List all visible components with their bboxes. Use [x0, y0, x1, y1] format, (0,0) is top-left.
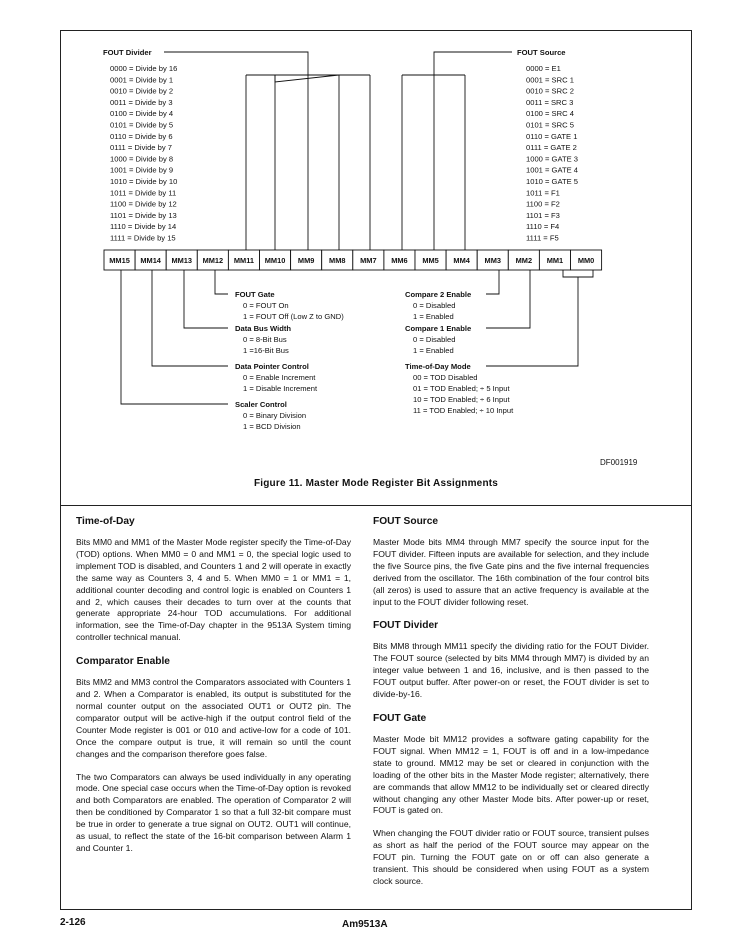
bit-label: MM2: [515, 256, 533, 265]
tod-mode-title: Time-of-Day Mode: [405, 362, 471, 371]
bit-label: MM3: [484, 256, 501, 265]
fout-divider-row: 0110 = Divide by 6: [110, 131, 173, 141]
fout-divider-row: 0001 = Divide by 1: [110, 75, 174, 85]
fout-divider-row: 1110 = Divide by 14: [110, 222, 177, 232]
left-column: [76, 515, 351, 866]
data-bus-width-opt-0: 0 = 8-Bit Bus: [243, 335, 287, 344]
fout-source-row: 0111 = GATE 2: [526, 143, 577, 153]
paragraph-fout-divider: Bits MM8 through MM11 specify the dividing ratio for the FOUT Divider. The FOUT source (selected by bits MM4 through MM7) is divided by an integer value between 1 and 16, inclusive, and is then passed to the FOUT output buffer. After power-on or reset, the FOUT divider is set to divide-by-16.: [373, 641, 649, 700]
fout-source-row: 0010 = SRC 2: [526, 86, 574, 96]
compare1-opt-1: 1 = Enabled: [413, 346, 454, 355]
data-bus-width-opt-1: 1 =16-Bit Bus: [243, 346, 289, 355]
paragraph-fout-gate-1: Master Mode bit MM12 provides a software gating capability for the FOUT signal. When MM12 = 1, FOUT is off and in a low-impedance state to ground. MM12 may be set or cleared in conjunction with the loading of the other bits in the Master Mode register; alternatively, there are commands that allow MM12 to be individually set or cleared directly without changing any other Master Mode bits. After power-up or reset, FOUT is gated on.: [373, 733, 649, 816]
fout-divider-row: 0000 = Divide by 16: [110, 64, 178, 73]
master-mode-register-diagram: [60, 30, 692, 480]
bit-label: MM0: [577, 256, 595, 265]
data-pointer-control-opt-0: 0 = Enable Increment: [243, 373, 316, 382]
fout-gate-opt-1: 1 = FOUT Off (Low Z to GND): [243, 312, 344, 321]
bit-label: MM14: [140, 256, 161, 265]
fout-divider-row: 1101 = Divide by 13: [110, 210, 177, 220]
compare1-title: Compare 1 Enable: [405, 324, 472, 333]
right-column: [373, 515, 649, 899]
heading-fout-gate: FOUT Gate: [373, 712, 427, 724]
scaler-control-opt-1: 1 = BCD Division: [243, 422, 301, 431]
data-pointer-control-title: Data Pointer Control: [235, 362, 309, 371]
compare2-opt-1: 1 = Enabled: [413, 312, 454, 321]
fout-source-row: 1001 = GATE 4: [526, 165, 578, 175]
fout-source-row: 1011 = F1: [526, 188, 560, 198]
data-bus-width-title: Data Bus Width: [235, 324, 292, 333]
scaler-control-title: Scaler Control: [235, 400, 287, 409]
fout-divider-row: 0010 = Divide by 2: [110, 86, 174, 96]
compare2-title: Compare 2 Enable: [405, 290, 472, 299]
heading-time-of-day: Time-of-Day: [76, 516, 135, 527]
bit-label: MM13: [171, 256, 193, 265]
compare2-opt-0: 0 = Disabled: [413, 301, 456, 310]
fout-divider-row: 1111 = Divide by 15: [110, 233, 176, 243]
bit-label: MM15: [109, 256, 130, 265]
fout-source-table: [526, 64, 578, 243]
fout-divider-row: 1001 = Divide by 9: [110, 165, 174, 175]
bit-label: MM12: [202, 256, 224, 265]
figure-id: DF001919: [600, 458, 638, 467]
fout-source-row: 1111 = F5: [526, 233, 559, 243]
fout-divider-table: [110, 64, 177, 243]
fout-divider-row: 1000 = Divide by 8: [110, 154, 174, 164]
fout-divider-row: 1010 = Divide by 10: [110, 177, 178, 186]
part-number: Am9513A: [342, 919, 388, 930]
bit-label: MM9: [297, 256, 315, 265]
paragraph-comparator-2: The two Comparators can always be used individually in any operating mode. One special case occurs when the Time-of-Day option is revoked and both Comparators are enabled. The operation of Comparator 2 will then be conditioned by Comparator 1 so that a full 32-bit compare must be true in order to generate a true signal on OUT2. OUT1 will continue, as usual, to reflect the state of the 16-bit comparison between Alarm 1 and Counter 1.: [76, 771, 351, 853]
fout-source-row: 0001 = SRC 1: [526, 75, 574, 85]
top-connector-lines: [164, 52, 512, 250]
tod-mode-opt-0: 00 = TOD Disabled: [413, 373, 478, 382]
heading-comparator-enable: Comparator Enable: [76, 656, 170, 668]
fout-source-row: 0100 = SRC 4: [526, 109, 574, 119]
section-divider: [60, 505, 692, 506]
fout-source-title: FOUT Source: [517, 48, 566, 57]
fout-divider-row: 1011 = Divide by 11: [110, 188, 177, 198]
fout-source-row: 1000 = GATE 3: [526, 154, 578, 164]
fout-gate-title: FOUT Gate: [235, 290, 275, 299]
fout-source-row: 0101 = SRC 5: [526, 120, 574, 130]
figure-caption: Figure 11. Master Mode Register Bit Assignments: [253, 478, 499, 489]
paragraph-comparator-1: Bits MM2 and MM3 control the Comparators associated with Counters 1 and 2. When a Comparator is enabled, its output is substituted for the normal counter output on the associated OUT1 or OUT2 pin. The comparator output will be active-high if the output control field of the Counter Mode register is 001 or 010 and active-low for a code of 101. Once the compare output is true, it will remain so until the count changes and the comparison therefore goes false.: [76, 677, 351, 759]
fout-source-row: 1010 = GATE 5: [526, 177, 578, 186]
fout-divider-row: 0111 = Divide by 7: [110, 143, 172, 153]
fout-divider-row: 0101 = Divide by 5: [110, 120, 174, 130]
fout-divider-row: 1100 = Divide by 12: [110, 199, 177, 209]
bit-label: MM7: [360, 256, 377, 265]
fout-divider-title: FOUT Divider: [103, 48, 152, 57]
data-pointer-control-opt-1: 1 = Disable Increment: [243, 384, 318, 393]
bit-label: MM8: [329, 256, 346, 265]
paragraph-fout-gate-2: When changing the FOUT divider ratio or FOUT source, transient pulses as short as half the period of the FOUT source may appear on the FOUT pin. Turning the FOUT gate on or off can also generate a transient. This should be considered when using FOUT as a system clock source.: [373, 828, 649, 886]
fout-divider-row: 0100 = Divide by 4: [110, 109, 174, 119]
fout-divider-row: 0011 = Divide by 3: [110, 97, 173, 107]
scaler-control-opt-0: 0 = Binary Division: [243, 411, 307, 420]
bottom-connector-lines: [121, 270, 593, 404]
bit-label: MM1: [546, 256, 564, 265]
tod-mode-opt-3: 11 = TOD Enabled; ÷ 10 Input: [413, 406, 514, 415]
bit-label: MM10: [264, 256, 286, 265]
fout-source-row: 1101 = F3: [526, 210, 560, 220]
bit-label: MM6: [391, 256, 408, 265]
register-bit-row: [104, 250, 602, 270]
bit-label: MM4: [453, 256, 470, 265]
bit-label: MM11: [233, 256, 255, 265]
tod-mode-opt-2: 10 = TOD Enabled; ÷ 6 Input: [413, 395, 510, 404]
heading-fout-divider: FOUT Divider: [373, 620, 439, 632]
paragraph-time-of-day: Bits MM0 and MM1 of the Master Mode register specify the Time-of-Day (TOD) options. When MM0 = 0 and MM1 = 0, the special logic used to implement TOD is disabled, and Counters 1 and 2 will operate in exactly the same way as Counters 3, 4 and 5. When MM0 = 1 or MM1 = 1, additional counter decoding and control logic is enabled on Counters 1 and 2, which causes their decades to turn over at the counts that generate appropriate 24-hour TOD accumulations. For additional information, see the Time-of-Day chapter in the 9513A System timing controller technical manual.: [76, 537, 351, 643]
heading-fout-source: FOUT Source: [373, 516, 439, 527]
fout-source-row: 0000 = E1: [526, 64, 561, 73]
fout-source-row: 0011 = SRC 3: [526, 97, 574, 107]
fout-source-row: 0110 = GATE 1: [526, 131, 578, 141]
tod-mode-opt-1: 01 = TOD Enabled; ÷ 5 Input: [413, 384, 510, 393]
page-number: 2-126: [60, 917, 86, 928]
fout-source-row: 1110 = F4: [526, 222, 560, 232]
bit-label: MM5: [422, 256, 439, 265]
fout-gate-opt-0: 0 = FOUT On: [243, 301, 289, 310]
paragraph-fout-source: Master Mode bits MM4 through MM7 specify the source input for the FOUT divider. Fifteen inputs are available for selection, and they include the five Source pins, the five Gate pins and the five internal frequencies derived from the oscillator. The 16th combination of the four control bits (all zeros) is used to assure that an active frequency is available at the input to the FOUT divider following reset.: [373, 537, 649, 607]
compare1-opt-0: 0 = Disabled: [413, 335, 456, 344]
fout-source-row: 1100 = F2: [526, 199, 560, 209]
